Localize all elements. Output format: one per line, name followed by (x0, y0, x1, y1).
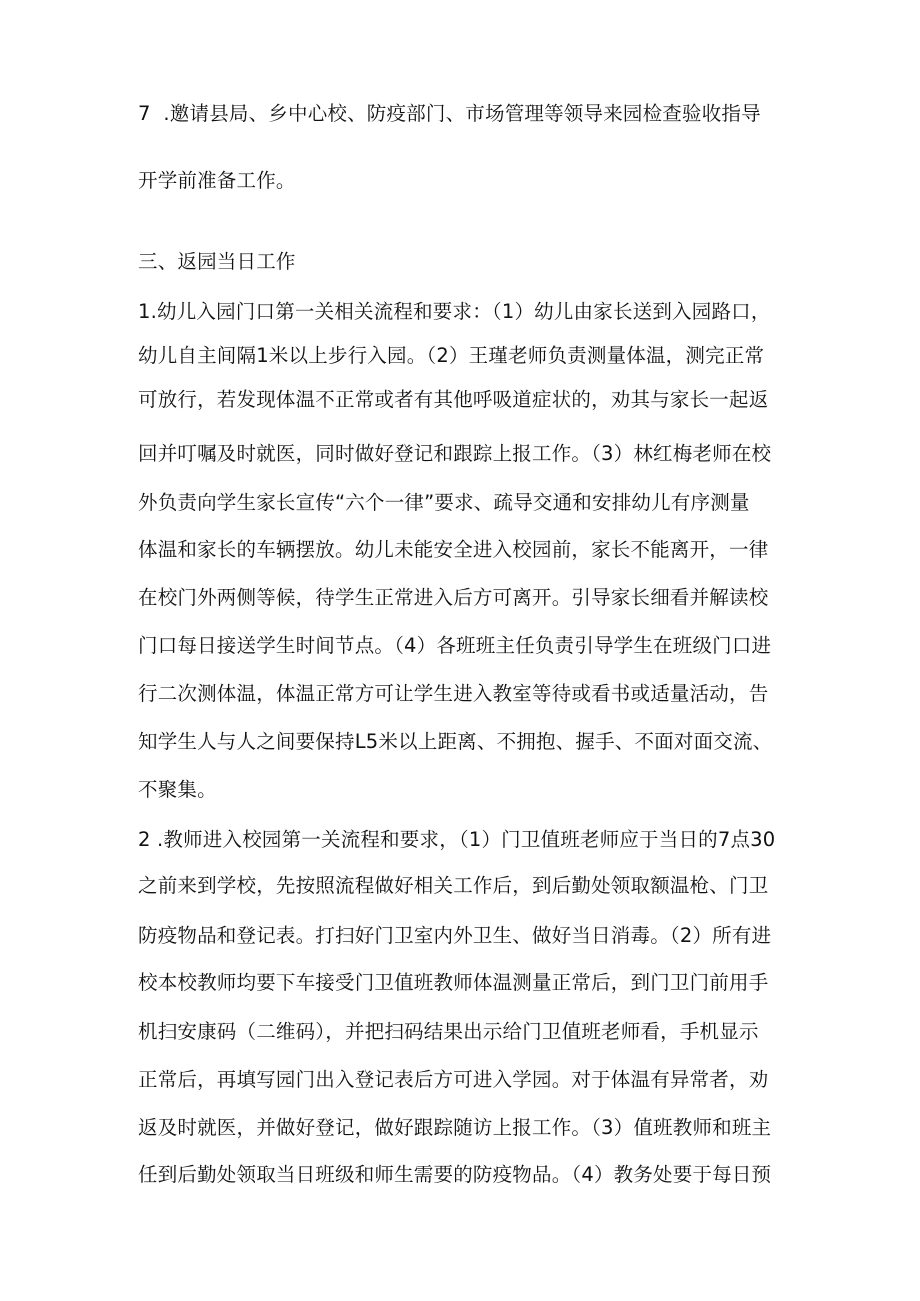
item1-line-3: 可放行，若发现体温不正常或者有其他呼吸道症状的，劝其与家长一起返 (138, 388, 769, 411)
item1-line-6: 体温和家长的车辆摆放。幼儿未能安全进入校园前，家长不能离开，一律 (138, 538, 769, 561)
item7-line-2: 开学前准备工作。 (138, 169, 296, 192)
item1-line-9: 行二次测体温，体温正常方可让学生进入教室等待或看书或适量活动，告 (138, 682, 769, 705)
item2-line-5: 机扫安康码（二维码），并把扫码结果出示给门卫值班老师看，手机显示 (138, 1020, 759, 1043)
item1-line-8: 门口每日接送学生时间节点。（4）各班班主任负责引导学生在班级门口进 (138, 634, 772, 657)
item1-line-10: 知学生人与人之间要保持L5米以上距离、不拥抱、握手、不面对面交流、 (138, 730, 773, 753)
item2-line-1: 2 .教师进入校园第一关流程和要求，（1）门卫值班老师应于当日的7点30 (138, 828, 776, 851)
item7-line-1: 7 .邀请县局、乡中心校、防疫部门、市场管理等领导来园检查验收指导 (138, 102, 761, 125)
item2-line-8: 任到后勤处领取当日班级和师生需要的防疫物品。（4）教务处要于每日预 (138, 1163, 772, 1186)
item1-line-5: 外负责向学生家长宣传“六个一律”要求、疏导交通和安排幼儿有序测量 (138, 491, 750, 514)
item1-line-2: 幼儿自主间隔1米以上步行入园。（2）王瑾老师负责测量体温，测完正常 (138, 344, 765, 367)
item1-line-4: 回并叮嘱及时就医，同时做好登记和跟踪上报工作。（3）林红梅老师在校 (138, 442, 772, 465)
section-heading: 三、返园当日工作 (138, 250, 296, 273)
item1-line-1: 1.幼儿入园门口第一关相关流程和要求：（1）幼儿由家长送到入园路口， (138, 300, 771, 323)
item1-line-11: 不聚集。 (138, 778, 217, 801)
item2-line-7: 返及时就医，并做好登记，做好跟踪随访上报工作。（3）值班教师和班主 (138, 1116, 772, 1139)
item2-line-2: 之前来到学校，先按照流程做好相关工作后，到后勤处领取额温枪、门卫 (138, 874, 769, 897)
item2-line-4: 校本校教师均要下车接受门卫值班教师体温测量正常后，到门卫门前用手 (138, 971, 769, 994)
item2-line-3: 防疫物品和登记表。打扫好门卫室内外卫生、做好当日消毒。（2）所有进 (138, 924, 772, 947)
item2-line-6: 正常后，再填写园门出入登记表后方可进入学园。对于体温有异常者，劝 (138, 1068, 769, 1091)
item1-line-7: 在校门外两侧等候，待学生正常进入后方可离开。引导家长细看并解读校 (138, 586, 769, 609)
